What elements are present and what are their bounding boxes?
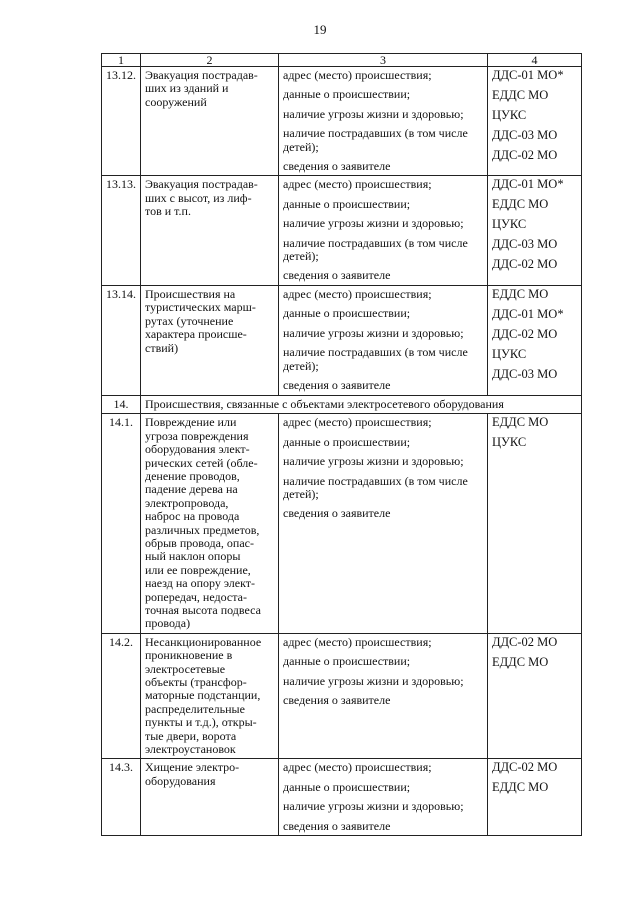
info-item: наличие пострадавших (в том числе детей);: [283, 126, 468, 154]
row-number: 14.2.: [102, 633, 141, 759]
info-item: адрес (место) происшествия;: [283, 415, 432, 430]
service-item: ДДС-02 МО: [492, 634, 558, 649]
info-item: адрес (место) происшествия;: [283, 760, 432, 775]
service-item: ДДС-03 МО: [492, 128, 558, 142]
info-item: данные о происшествии;: [283, 779, 411, 794]
info-item: адрес (место) происшествия;: [283, 177, 432, 192]
info-item: сведения о заявителе: [283, 268, 391, 283]
table-row: [102, 285, 582, 395]
service-item: ДДС-02 МО: [492, 148, 558, 162]
incident-title: Эвакуация пострадав- ших с высот, из лиф- тов и т.п.: [141, 176, 279, 285]
service-item: ЕДДС МО: [492, 780, 549, 795]
info-item: сведения о заявителе: [283, 377, 391, 392]
services-cell: [488, 176, 582, 285]
service-item: ЦУКС: [492, 217, 527, 232]
info-item: данные о происшествии;: [283, 654, 411, 669]
info-item: адрес (место) происшествия;: [283, 286, 432, 301]
info-cell: [279, 759, 488, 836]
table-row: [102, 759, 582, 836]
info-item: наличие угрозы жизни и здоровью;: [283, 106, 464, 121]
info-item: наличие угрозы жизни и здоровью;: [283, 673, 464, 688]
row-number: 13.12.: [102, 67, 141, 176]
table-row: [102, 176, 582, 285]
row-number: 14.: [102, 395, 141, 413]
service-item: ЕДДС МО: [492, 415, 549, 430]
header-row: [102, 54, 582, 67]
services-cell: [488, 414, 582, 634]
header-cell: 3: [279, 54, 488, 67]
header-cell: 1: [102, 54, 141, 67]
service-item: ДДС-01 МО*: [492, 68, 564, 82]
info-item: наличие угрозы жизни и здоровью;: [283, 454, 464, 469]
info-item: сведения о заявителе: [283, 159, 391, 174]
table-row: [102, 414, 582, 634]
info-item: данные о происшествии;: [283, 87, 411, 102]
row-number: 14.1.: [102, 414, 141, 634]
service-item: ДДС-02 МО: [492, 326, 558, 341]
info-item: наличие пострадавших (в том числе детей);: [283, 473, 468, 501]
service-item: ЕДДС МО: [492, 286, 549, 301]
section-row: [102, 395, 582, 413]
info-item: данные о происшествии;: [283, 196, 411, 211]
table-row: [102, 67, 582, 176]
page-number: 19: [313, 22, 327, 37]
service-item: ДДС-02 МО: [492, 760, 558, 775]
info-item: сведения о заявителе: [283, 506, 391, 521]
info-item: наличие пострадавших (в том числе детей);: [283, 345, 468, 373]
info-cell: [279, 285, 488, 395]
row-number: 13.14.: [102, 285, 141, 395]
service-item: ЦУКС: [492, 108, 527, 122]
info-item: данные о происшествии;: [283, 434, 411, 449]
service-item: ДДС-01 МО*: [492, 177, 564, 192]
info-item: наличие угрозы жизни и здоровью;: [283, 799, 464, 814]
incident-title: Происшествия на туристических марш- рутах (уточнение характера происше- ствий): [141, 285, 279, 395]
table-row: [102, 633, 582, 759]
service-item: ЦУКС: [492, 346, 527, 361]
service-item: ЕДДС МО: [492, 197, 549, 212]
info-cell: [279, 67, 488, 176]
info-item: адрес (место) происшествия;: [283, 634, 432, 649]
service-item: ЕДДС МО: [492, 654, 549, 669]
incident-title: Хищение электро- оборудования: [141, 759, 279, 836]
info-item: наличие пострадавших (в том числе детей);: [283, 235, 468, 264]
services-cell: [488, 633, 582, 759]
info-item: данные о происшествии;: [283, 306, 411, 321]
service-item: ДДС-03 МО: [492, 366, 558, 381]
incident-title: Несанкционированное проникновение в электросетевые объекты (трансфор- маторные подстанции, распределительные пункты и т.д.), откры- тые двери, ворота электроустановок: [141, 633, 279, 759]
row-number: 14.3.: [102, 759, 141, 836]
header-cell: 2: [141, 54, 279, 67]
incident-table: [101, 53, 582, 836]
info-item: наличие угрозы жизни и здоровью;: [283, 325, 464, 340]
info-cell: [279, 633, 488, 759]
services-cell: [488, 285, 582, 395]
incident-title: Эвакуация пострадав- ших из зданий и сооружений: [141, 67, 279, 176]
header-cell: 4: [488, 54, 582, 67]
service-item: ЦУКС: [492, 435, 527, 450]
row-number: 13.13.: [102, 176, 141, 285]
services-cell: [488, 759, 582, 836]
info-item: адрес (место) происшествия;: [283, 68, 432, 82]
service-item: ДДС-03 МО: [492, 237, 558, 252]
service-item: ЕДДС МО: [492, 88, 549, 102]
info-item: наличие угрозы жизни и здоровью;: [283, 216, 464, 231]
info-item: сведения о заявителе: [283, 818, 391, 833]
info-cell: [279, 176, 488, 285]
service-item: ДДС-01 МО*: [492, 306, 564, 321]
service-item: ДДС-02 МО: [492, 257, 558, 272]
incident-title: Повреждение или угроза повреждения оборудования элект- рических сетей (обле- денение проводов, падение дерева на электропровода, наброс на провода различных предметов, обрыв провода, опас- ный наклон опоры или ее повреждение, наезд на опору элект- ропередач, недоста- точная высота подвеса провода): [141, 414, 279, 634]
info-cell: [279, 414, 488, 634]
info-item: сведения о заявителе: [283, 693, 391, 707]
services-cell: [488, 67, 582, 176]
section-title: Происшествия, связанные с объектами электросетевого оборудования: [141, 395, 582, 413]
